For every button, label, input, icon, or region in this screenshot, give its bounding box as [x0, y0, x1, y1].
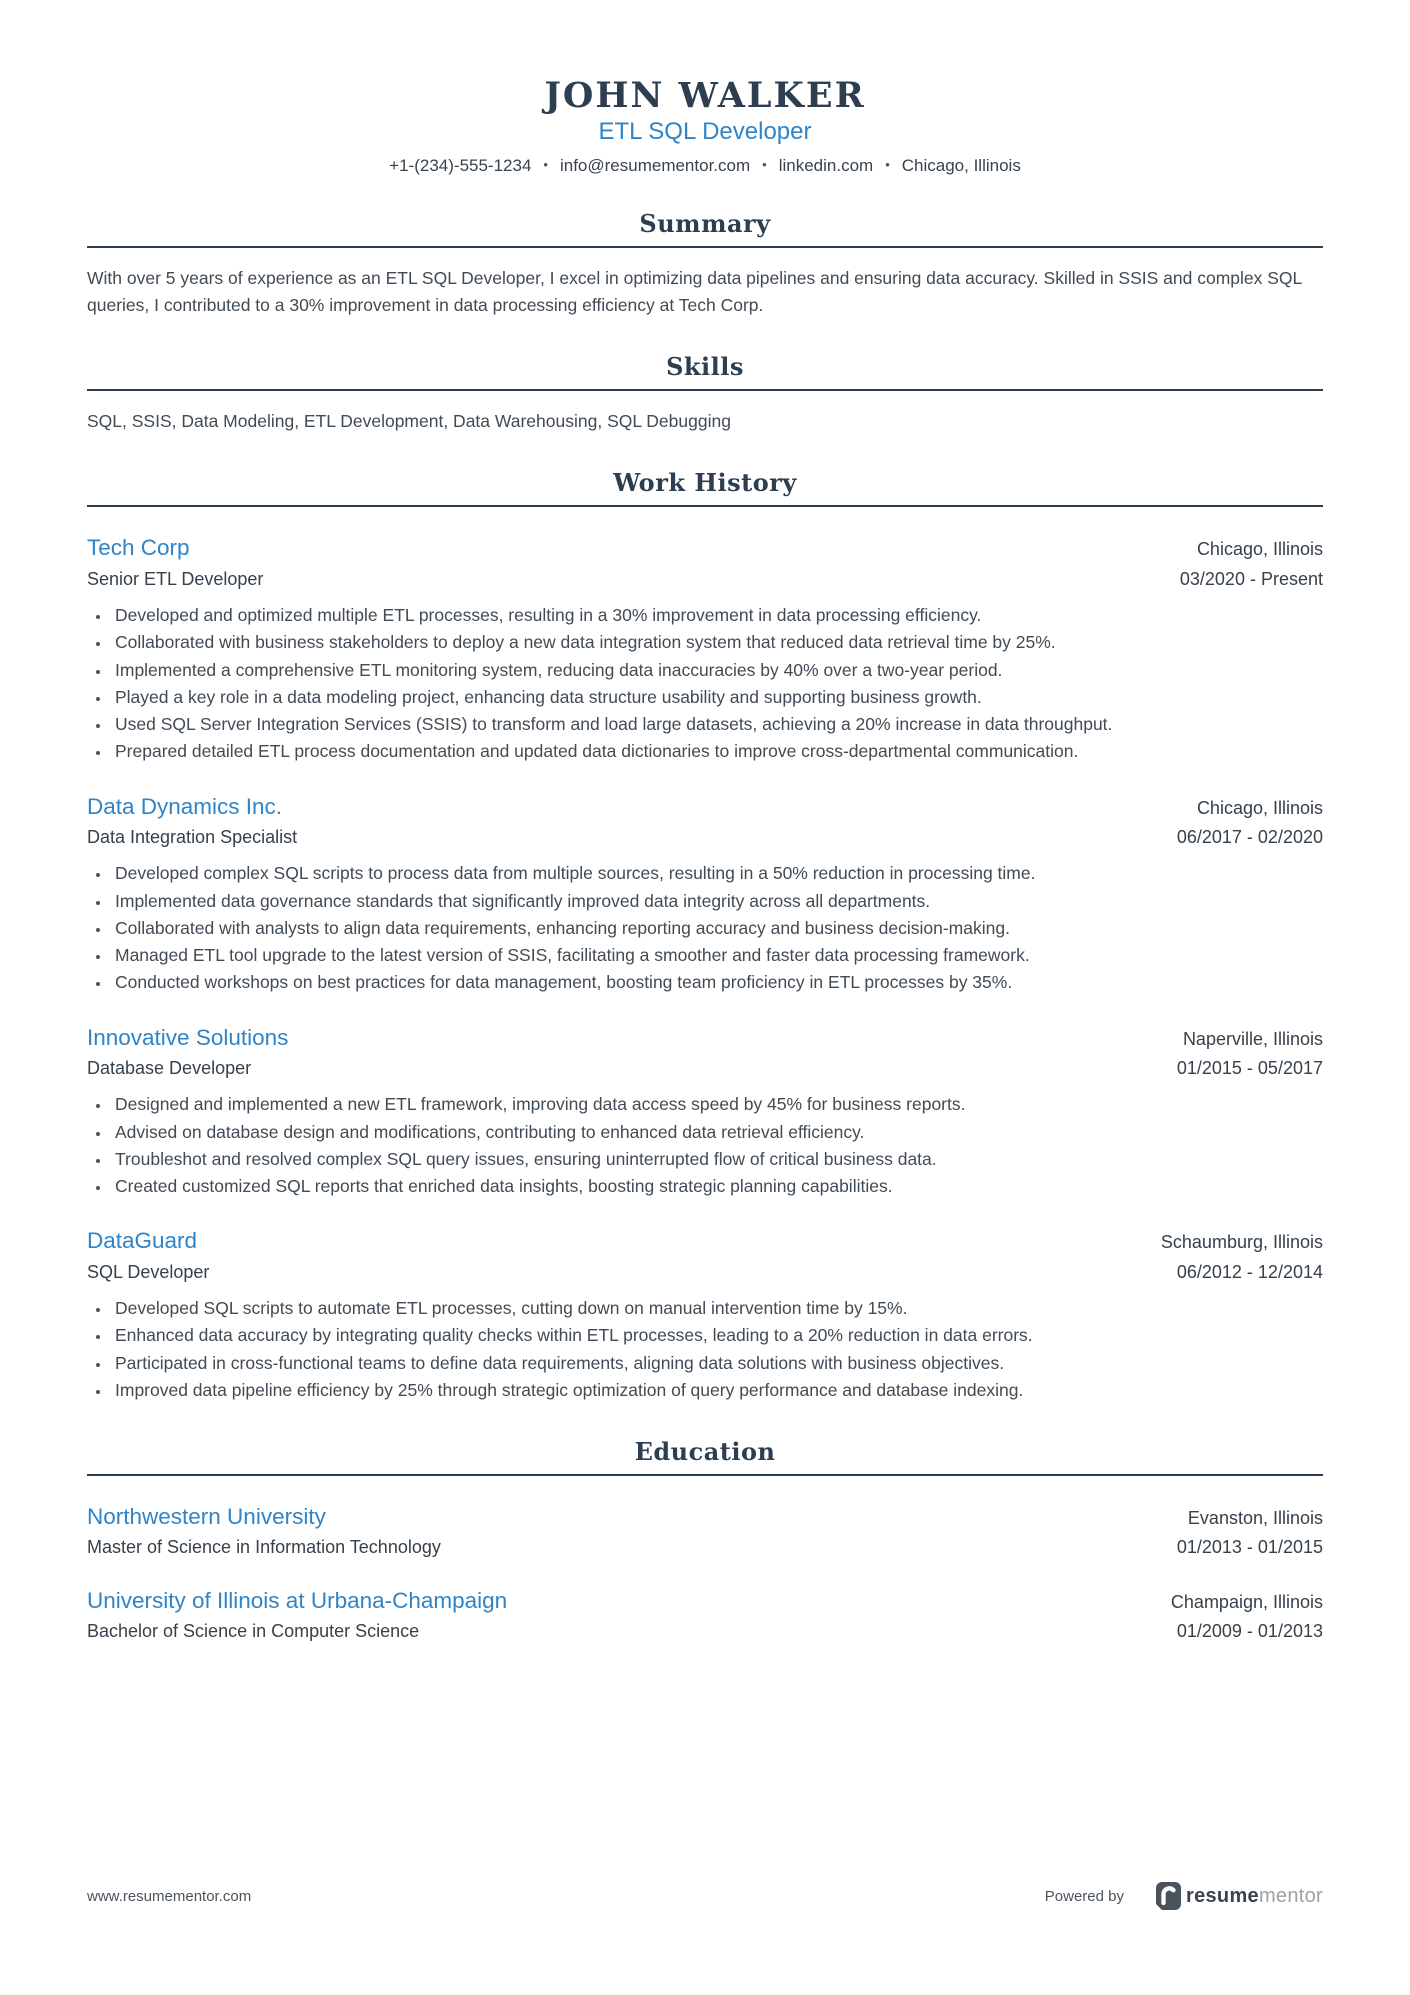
- school-location: Evanston, Illinois: [1187, 1508, 1323, 1529]
- education-heading: Education: [634, 1437, 776, 1467]
- contact-line: [87, 156, 1323, 176]
- skills-text: SQL, SSIS, Data Modeling, ETL Development, Data Warehousing, SQL Debugging: [87, 411, 731, 432]
- section-work-history: [87, 468, 1323, 1404]
- school-name: University of Illinois at Urbana-Champaign: [87, 1587, 508, 1613]
- job-role: SQL Developer: [87, 1261, 210, 1282]
- job-bullet: • Developed complex SQL scripts to process data from multiple sources, resulting in a 50% reduction in processing time.: [111, 860, 1323, 887]
- section-divider: [87, 389, 1323, 391]
- education-entry: [87, 1587, 1323, 1644]
- job-entry: [87, 1024, 1323, 1201]
- degree-name: Bachelor of Science in Computer Science: [87, 1620, 420, 1641]
- school-location: Champaign, Illinois: [1170, 1591, 1323, 1612]
- section-divider: [87, 246, 1323, 248]
- job-location: Schaumburg, Illinois: [1160, 1232, 1323, 1253]
- job-bullet: • Developed SQL scripts to automate ETL processes, cutting down on manual intervention time by 15%.: [111, 1295, 1323, 1322]
- powered-by-label: Powered by: [1044, 1888, 1124, 1905]
- degree-name: Master of Science in Information Technology: [87, 1537, 441, 1558]
- job-bullet: • Collaborated with business stakeholders to deploy a new data integration system that reduced data retrieval time by 25%.: [111, 629, 1323, 656]
- job-dates: 03/2020 - Present: [1179, 568, 1323, 589]
- job-bullet: • Implemented a comprehensive ETL monitoring system, reducing data inaccuracies by 40% over a two-year period.: [111, 657, 1323, 684]
- job-bullet: • Improved data pipeline efficiency by 25% through strategic optimization of query performance and database indexing.: [111, 1377, 1323, 1404]
- job-bullet-list: [87, 1091, 1323, 1200]
- job-list: [87, 534, 1323, 1404]
- company-name: DataGuard: [87, 1228, 198, 1254]
- job-bullet: • Conducted workshops on best practices for data management, boosting team proficiency in ETL processes by 35%.: [111, 969, 1323, 996]
- location-text: Chicago, Illinois: [901, 156, 1021, 176]
- section-education: [87, 1437, 1323, 1643]
- school-name: Northwestern University: [87, 1504, 326, 1530]
- education-dates: 01/2009 - 01/2013: [1176, 1620, 1323, 1641]
- section-skills: [87, 352, 1323, 435]
- job-bullet: • Enhanced data accuracy by integrating quality checks within ETL processes, leading to a 20% reduction in data errors.: [111, 1322, 1323, 1349]
- job-bullet-list: [87, 1295, 1323, 1404]
- work-history-heading: Work History: [613, 468, 797, 498]
- brand-wordmark: [1186, 1885, 1323, 1908]
- job-entry: [87, 1227, 1323, 1404]
- job-bullet: • Advised on database design and modifications, contributing to enhanced data retrieval efficiency.: [111, 1119, 1323, 1146]
- job-bullet: • Created customized SQL reports that enriched data insights, boosting strategic planning capabilities.: [111, 1173, 1323, 1200]
- job-bullet: • Implemented data governance standards that significantly improved data integrity across all departments.: [111, 888, 1323, 915]
- linkedin-link: linkedin.com: [778, 156, 874, 176]
- education-dates: 01/2013 - 01/2015: [1176, 1537, 1323, 1558]
- resumementor-logo: [1156, 1882, 1323, 1911]
- powered-by: [1045, 1882, 1323, 1911]
- job-location: Chicago, Illinois: [1196, 539, 1323, 560]
- job-bullet: • Developed and optimized multiple ETL processes, resulting in a 30% improvement in data processing efficiency.: [111, 602, 1323, 629]
- job-entry: [87, 534, 1323, 765]
- separator-dot: •: [762, 157, 767, 173]
- education-entry: [87, 1503, 1323, 1560]
- brand-resume: resume: [1186, 1885, 1259, 1907]
- job-bullet-list: [87, 860, 1323, 996]
- job-dates: 06/2012 - 12/2014: [1176, 1261, 1323, 1282]
- company-name: Innovative Solutions: [87, 1024, 289, 1050]
- job-bullet: • Used SQL Server Integration Services (SSIS) to transform and load large datasets, achieving a 20% increase in data throughput.: [111, 711, 1323, 738]
- job-bullet: • Managed ETL tool upgrade to the latest version of SSIS, facilitating a smoother and faster data processing framework.: [111, 942, 1323, 969]
- page-footer: [87, 1882, 1323, 1911]
- job-title-subtitle: ETL SQL Developer: [598, 118, 812, 146]
- resume-header: [87, 76, 1323, 176]
- job-location: Chicago, Illinois: [1196, 797, 1323, 818]
- job-dates: 06/2017 - 02/2020: [1176, 826, 1323, 847]
- website-url: www.resumementor.com: [87, 1888, 252, 1905]
- separator-dot: •: [885, 157, 890, 173]
- phone-number: +1-(234)-555-1234: [389, 156, 532, 176]
- job-bullet: • Troubleshot and resolved complex SQL query issues, ensuring uninterrupted flow of critical business data.: [111, 1146, 1323, 1173]
- resumementor-logo-icon: [1156, 1882, 1181, 1911]
- job-entry: [87, 793, 1323, 997]
- email-address: info@resumementor.com: [559, 156, 751, 176]
- job-bullet: • Collaborated with analysts to align data requirements, enhancing reporting accuracy and business decision-making.: [111, 915, 1323, 942]
- school-list: [87, 1503, 1323, 1643]
- job-bullet: • Designed and implemented a new ETL framework, improving data access speed by 45% for business reports.: [111, 1091, 1323, 1118]
- company-name: Tech Corp: [87, 535, 190, 561]
- company-name: Data Dynamics Inc.: [87, 793, 283, 819]
- skills-heading: Skills: [666, 352, 744, 382]
- section-divider: [87, 505, 1323, 507]
- job-dates: 01/2015 - 05/2017: [1176, 1057, 1323, 1078]
- job-bullet-list: [87, 602, 1323, 766]
- summary-text: With over 5 years of experience as an ETL SQL Developer, I excel in optimizing data pipelines and ensuring data accuracy. Skilled in SSIS and complex SQL queries, I contributed to a 30% improvement in data processing efficiency at Tech Corp.: [87, 268, 1302, 316]
- job-bullet: • Prepared detailed ETL process documentation and updated data dictionaries to improve cross-departmental communication.: [111, 738, 1323, 765]
- job-bullet: • Played a key role in a data modeling project, enhancing data structure usability and supporting business growth.: [111, 684, 1323, 711]
- job-location: Naperville, Illinois: [1182, 1028, 1323, 1049]
- page-title: JOHN WALKER: [544, 75, 866, 116]
- separator-dot: •: [543, 157, 548, 173]
- job-role: Senior ETL Developer: [87, 568, 264, 589]
- section-summary: [87, 209, 1323, 319]
- section-divider: [87, 1474, 1323, 1476]
- job-role: Database Developer: [87, 1057, 252, 1078]
- summary-heading: Summary: [639, 209, 771, 239]
- job-role: Data Integration Specialist: [87, 826, 298, 847]
- brand-mentor: mentor: [1258, 1885, 1323, 1907]
- job-bullet: • Participated in cross-functional teams to define data requirements, aligning data solutions with business objectives.: [111, 1350, 1323, 1377]
